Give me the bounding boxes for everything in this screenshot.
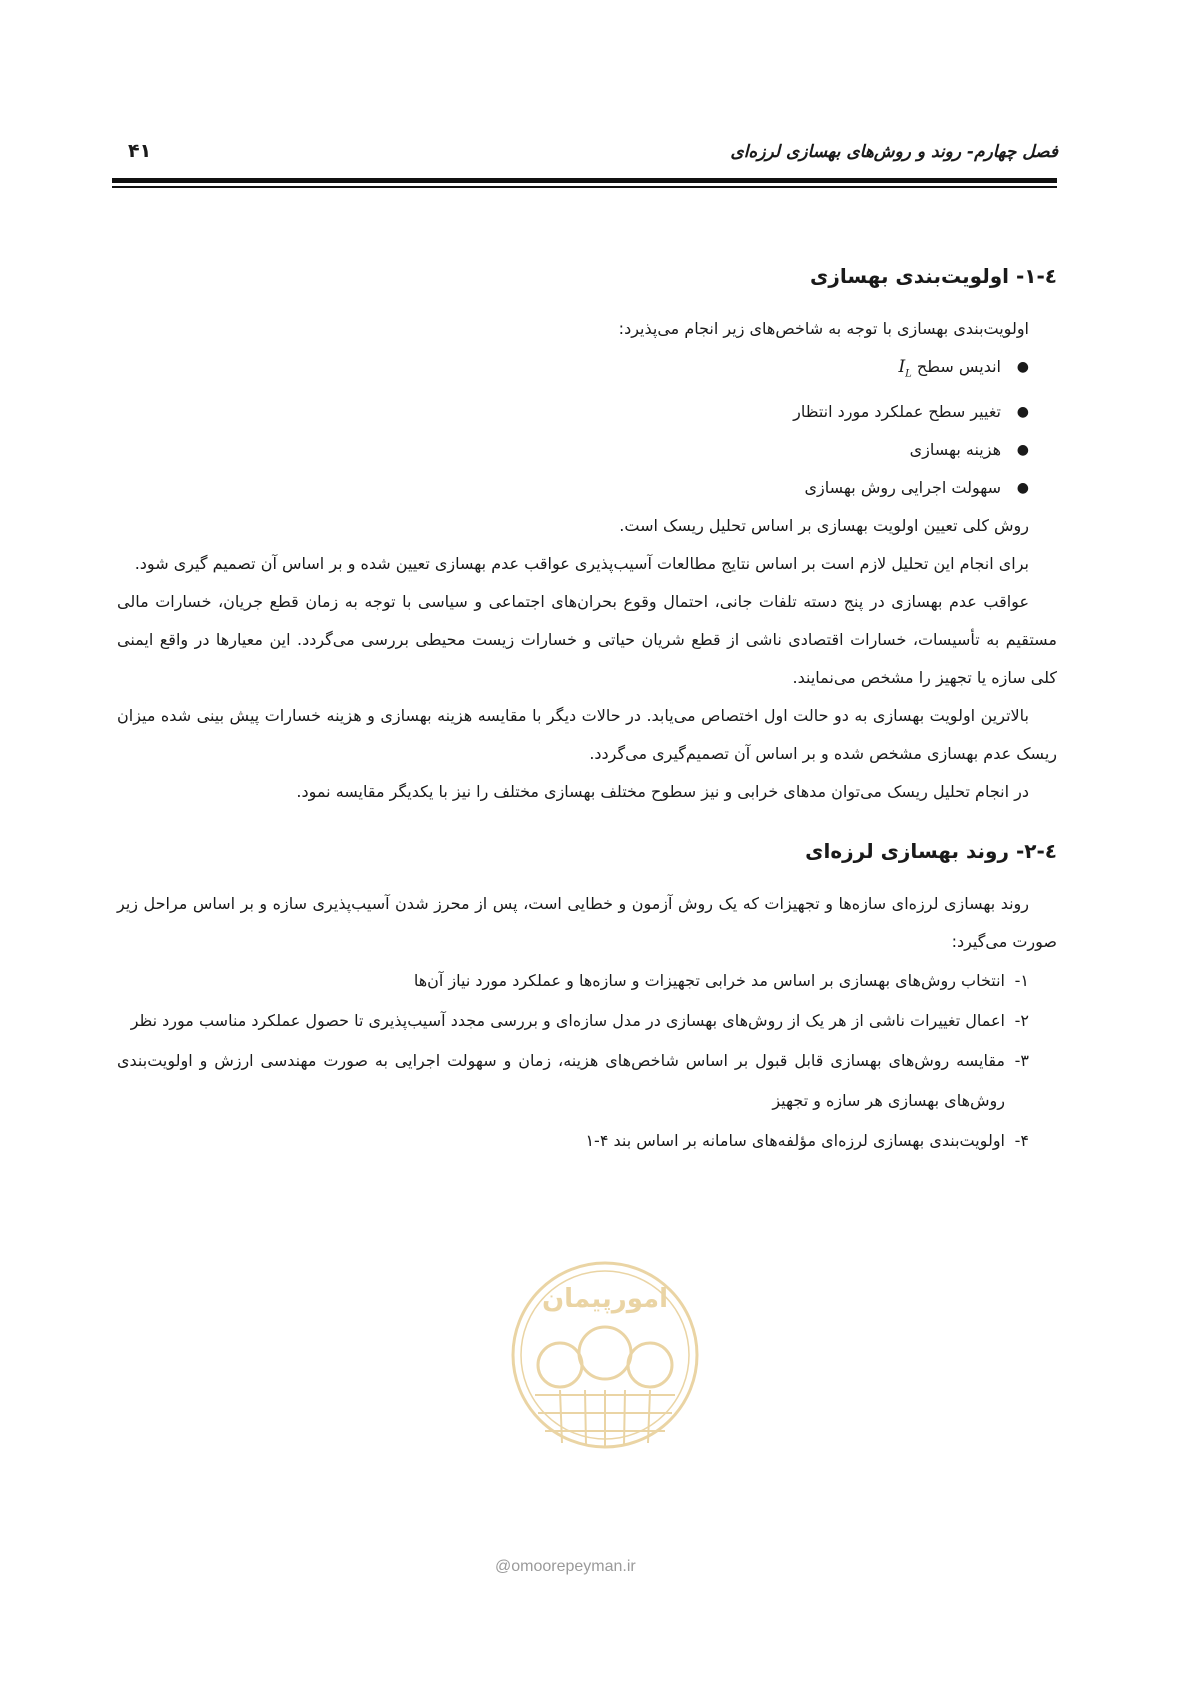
bullet-icon: ● bbox=[1016, 359, 1029, 375]
paragraph: عواقب عدم بهسازی در پنج دسته تلفات جانی، احتمال وقوع بحران‌های اجتماعی و سیاسی با توجه به زمان قطع جریان، خسارات مالی مستقیم به تأسیسات، خسارات اقتصادی ناشی از قطع شریان حیاتی و خسارات زیست محیطی بررسی می‌گردد. این معیارها در واقع ایمنی کلی سازه یا تجهیز را مشخص می‌نمایند. bbox=[117, 592, 1057, 688]
header-rule-thick bbox=[112, 178, 1057, 183]
list-item bbox=[117, 431, 1029, 469]
list-item bbox=[117, 1041, 1029, 1121]
math-symbol: $I_L$ bbox=[898, 357, 912, 380]
step-number: ۳- bbox=[1014, 1051, 1029, 1071]
list-item-text: سهولت اجرایی روش بهسازی bbox=[804, 478, 1001, 498]
list-item bbox=[117, 348, 1029, 393]
list-item-text: انتخاب روش‌های بهسازی بر اساس مد خرابی تجهیزات و سازه‌ها و عملکرد مورد نیاز آن‌ها bbox=[413, 971, 1005, 991]
step-number: ۱- bbox=[1014, 971, 1029, 991]
step-number: ۲- bbox=[1014, 1011, 1029, 1031]
list-item-text: تغییر سطح عملکرد مورد انتظار bbox=[793, 402, 1001, 422]
bullet-icon: ● bbox=[1016, 442, 1029, 459]
paragraph: بالاترین اولویت بهسازی به دو حالت اول اختصاص می‌یابد. در حالات دیگر با مقایسه هزینه بهسازی و هزینه خسارات پیش بینی شده میزان ریسک عدم بهسازی مشخص شده و بر اساس آن تصمیم‌گیری می‌گردد. bbox=[117, 706, 1057, 764]
paragraph: روش کلی تعیین اولویت بهسازی بر اساس تحلیل ریسک است. bbox=[619, 516, 1029, 536]
page-content bbox=[117, 240, 1057, 1161]
list-item bbox=[117, 1121, 1029, 1161]
watermark-logo bbox=[490, 1255, 720, 1455]
list-item-text: مقایسه روش‌های بهسازی قابل قبول بر اساس شاخص‌های هزینه، زمان و سهولت اجرایی به صورت مهندسی ارزش و اولویت‌بندی روش‌های بهسازی هر سازه و تجهیز bbox=[117, 1051, 1005, 1111]
page-number: ۴۱ bbox=[128, 140, 152, 162]
step-number: ۴- bbox=[1014, 1131, 1029, 1151]
list-item bbox=[117, 469, 1029, 507]
list-item bbox=[117, 393, 1029, 431]
list-item-text: اندیس سطح bbox=[916, 357, 1001, 376]
bullet-icon: ● bbox=[1016, 404, 1029, 421]
list-item-text: هزینه بهسازی bbox=[909, 440, 1001, 460]
header-rule-thin bbox=[112, 186, 1057, 188]
paragraph: در انجام تحلیل ریسک می‌توان مدهای خرابی و نیز سطوح مختلف بهسازی مختلف را نیز با یکدیگر مقایسه نمود. bbox=[296, 782, 1029, 802]
steps-list bbox=[117, 961, 1057, 1161]
section-heading-seismic-process: ٤-٢- روند بهسازی لرزه‌ای bbox=[805, 839, 1057, 864]
watermark-logo-text: امورپیمان bbox=[541, 1284, 669, 1314]
list-item bbox=[117, 1001, 1029, 1041]
bullet-icon: ● bbox=[1016, 480, 1029, 497]
section-heading-prioritization: ٤-١- اولویت‌بندی بهسازی bbox=[810, 264, 1057, 288]
list-item bbox=[117, 961, 1029, 1001]
criteria-list bbox=[117, 348, 1057, 507]
paragraph: برای انجام این تحلیل لازم است بر اساس نتایج مطالعات آسیب‌پذیری عواقب عدم بهسازی تعیین شده و بر اساس آن تصمیم گیری شود. bbox=[134, 554, 1029, 574]
watermark-url: @omoorepeyman.ir bbox=[495, 1558, 636, 1575]
list-item-text: اولویت‌بندی بهسازی لرزه‌ای مؤلفه‌های سامانه بر اساس بند ۴-۱ bbox=[585, 1131, 1005, 1151]
running-header: فصل چهارم- روند و روش‌های بهسازی لرزه‌ای bbox=[730, 142, 1058, 162]
paragraph: روند بهسازی لرزه‌ای سازه‌ها و تجهیزات که یک روش آزمون و خطایی است، پس از محرز شدن آسیب‌پذیری سازه و بر اساس مراحل زیر صورت می‌گیرد: bbox=[117, 894, 1057, 952]
list-item-text: اعمال تغییرات ناشی از هر یک از روش‌های بهسازی در مدل سازه‌ای و بررسی مجدد آسیب‌پذیری تا حصول عملکرد مناسب مورد نظر bbox=[130, 1011, 1005, 1031]
paragraph: اولویت‌بندی بهسازی با توجه به شاخص‌های زیر انجام می‌پذیرد: bbox=[618, 319, 1029, 338]
